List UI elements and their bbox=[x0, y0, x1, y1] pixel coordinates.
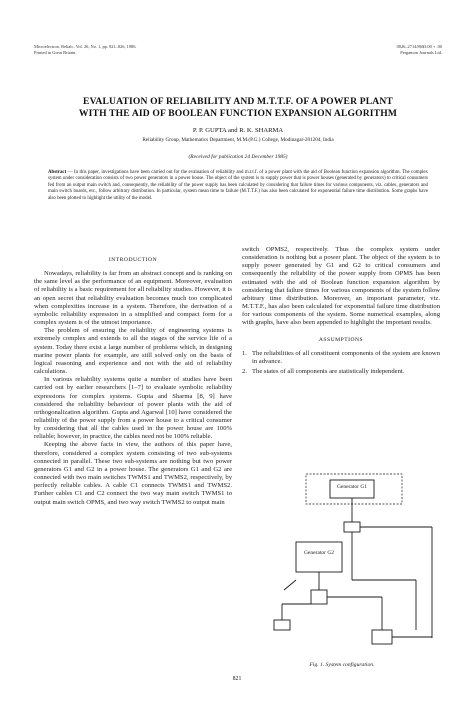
authors: P. P. GUPTA and R. K. SHARMA bbox=[192, 127, 284, 134]
title-line-1: EVALUATION OF RELIABILITY AND M.T.T.F. OF A POWER PLANT bbox=[83, 96, 393, 107]
page-number: 821 bbox=[232, 676, 242, 682]
gen2-label: Generator G2 bbox=[303, 550, 335, 556]
printed-in: Printed in Great Britain. bbox=[34, 50, 77, 55]
system-configuration-figure bbox=[256, 470, 456, 658]
publisher-header bbox=[397, 44, 442, 56]
twms2-switch bbox=[311, 590, 327, 604]
list-item: 2. The states of all components are statistically independent. bbox=[242, 368, 405, 376]
intro-paragraph: The problem of ensuring the reliability of engineering systems is extremely complex and extends to all the stages of the service life of a system. Today there exist a large number of problems which, in designing marine power plants for example, are still solved only on the basis of logical reasoning and experience and not with the aid of reliability calculations. bbox=[34, 327, 232, 376]
received-date: (Received for publication 24 December 1985) bbox=[188, 154, 288, 160]
intro-paragraph: In various reliability systems quite a number of studies have been carried out by earlier researchers [1–7] to evaluate symbolic reliability expressions for complex systems. Gupta and Sharma [8, 9] have considered the reliability behaviour of power plants with the aid of orthogonalization algorithm. Gupta and Agarwal [10] have considered the reliability of the power supply from a power house to a critical consumer by considering that all the cables used in the power house are 100% reliable; however, in practice, the cables need not be 100% reliable. bbox=[34, 376, 232, 441]
intro-paragraph: Keeping the above facts in view, the authors of this paper have, therefore, considered a complex system consisting of two sub-systems connected in parallel. These two sub-systems are nothing but two power generators G1 and G2 in a power house. The generators G1 and G2 are connected with two main switches TWMS1 and TWMS2, respectively, by perfectly reliable cables. A cable C1 connects TWMS1 and TWMS2. Further cables C1 and C2 connect the two way main switch TWMS1 to output main switch OPMS, and two way switch TWMS2 to output main bbox=[34, 441, 232, 506]
consumer-box bbox=[274, 620, 290, 630]
intro-heading: INTRODUCTION bbox=[108, 257, 158, 263]
paper-title bbox=[34, 96, 442, 119]
abstract: Abstract — In this paper, investigations have been carried out for the evaluation of reliability and m.t.t.f. of a power plant with the aid of Boolean function expansion algorithm. The complex system under consideration consists of two power generators in a power house. The object of the system is to supply power that is power houses (generated by generators) to critical consumers fed from an output main switch and, consequently, the reliability of the power supply has been calculated by considering that failure times for various components, viz. cables, generators and main switch boards, etc., follow arbitrary distribution. In particular, system mean time to failure (M.T.T.F.) has also been calculated for exponential failure time distribution. Some graphs have also been plotted to highlight the utility of the model. bbox=[48, 170, 429, 201]
switch-lever bbox=[284, 580, 296, 590]
figure-caption: Fig. 1. System configuration. bbox=[309, 662, 375, 668]
assumptions-heading: ASSUMPTIONS bbox=[318, 336, 364, 343]
title-line-2: WITH THE AID OF BOOLEAN FUNCTION EXPANSION ALGORITHM bbox=[78, 107, 398, 119]
affiliation: Reliability Group, Mathematics Department, M.M.(P.G.) College, Modinagar-201204, India bbox=[142, 137, 334, 143]
journal-citation: Microelectron. Reliab., Vol. 26, No. 1, pp. 821–826, 1986. bbox=[34, 44, 137, 49]
twms1-switch bbox=[344, 522, 360, 532]
publisher-name: Pergamon Journals Ltd. bbox=[400, 50, 442, 55]
right-column bbox=[242, 246, 440, 378]
left-column bbox=[34, 256, 232, 507]
gen1-label: Generator G1 bbox=[336, 484, 368, 490]
generator-g2-box bbox=[296, 542, 342, 572]
issn-price: 0026–2714/86$3.00 + .00 bbox=[396, 44, 442, 49]
assumptions-list bbox=[242, 350, 440, 376]
intro-continued: switch OPMS2, respectively. Thus the complex system under consideration is nothing but a power plant. The object of the system is to supply power generated by G1 and G2 to critical consumers and consequently the reliability of the power supply from OPMS has been estimated with the aid of Boolean function expansion algorithm by considering that failure times for various components of the system follow arbitrary time distribution. Moreover, an important parameter, viz. M.T.T.F., has also been calculated for exponential failure time distribution for various components of the system. Some numerical examples, along with graphs, have also been appended to highlight the important results. bbox=[242, 246, 440, 327]
output-main-switch bbox=[372, 630, 392, 644]
journal-header bbox=[34, 44, 137, 56]
list-item: 1. The reliabilities of all constituent components of the system are known in advance. bbox=[242, 349, 440, 365]
abstract-text: In this paper, investigations have been carried out for the evaluation of reliability and m.t.t.f. of a power plant with the aid of Boolean function expansion algorithm. The complex system under consideration consists of two power generators in a power house. The object of the system is to supply power that is power houses (generated by generators) to critical consumers fed from an output main switch and, consequently, the reliability of the power supply has been calculated by considering that failure times for various components, viz. cables, generators and main switch boards, etc., follow arbitrary distribution. In particular, system mean time to failure (M.T.T.F.) has also been calculated for exponential failure time distribution. Some graphs have also been plotted to highlight the utility of the model. bbox=[48, 170, 429, 201]
abstract-label: Abstract bbox=[48, 170, 67, 175]
intro-paragraph: Nowadays, reliability is far from an abstract concept and is ranking on the same level as the performance of an equipment. Moreover, evaluation of reliability is a basic requirement for all reliability studies. However, it is an open secret that reliability evaluation becomes much too complicated when complexities increase in a system. Therefore, the derivation of a symbolic reliability expression in a simplified and compact form for a complex system is of the utmost importance. bbox=[34, 270, 232, 327]
